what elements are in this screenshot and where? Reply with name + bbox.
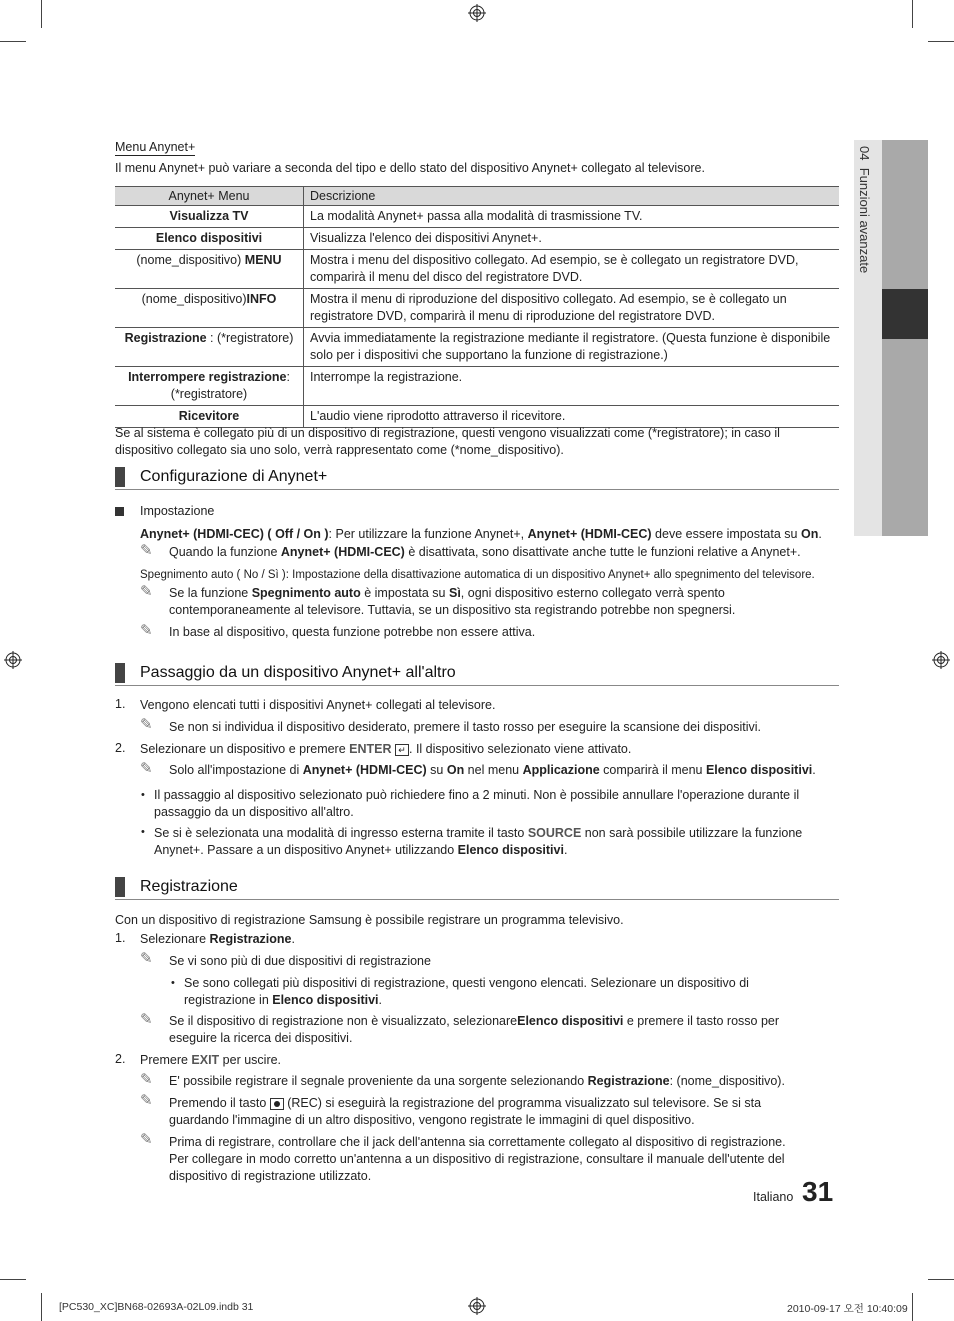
menu-cell — [115, 328, 304, 367]
text: registrazione in — [184, 993, 273, 1007]
registration-mark-icon — [932, 651, 950, 669]
crop-mark — [928, 41, 954, 42]
section-marker — [115, 467, 125, 487]
square-bullet-icon — [115, 507, 124, 516]
text: Solo all'impostazione di — [169, 763, 303, 777]
text: eseguire la ricerca dei dispositivi. — [169, 1031, 353, 1045]
item-title: Impostazione — [140, 504, 215, 518]
menu-key: MENU — [244, 253, 282, 267]
bullet-icon: • — [141, 789, 145, 801]
section-header — [115, 467, 839, 490]
bold-text: Elenco dispositivi — [272, 993, 379, 1007]
note-line: Se non si individua il dispositivo desiderato, premere il tasto rosso per eseguire la scansione dei dispositivi. — [169, 720, 761, 734]
note-line — [169, 1013, 839, 1047]
text: passaggio da un dispositivo all'altro. — [154, 805, 354, 819]
section-title: Passaggio da un dispositivo Anynet+ all'altro — [140, 664, 456, 681]
text: . — [378, 993, 383, 1007]
pencil-note-icon: ✎ — [140, 1092, 153, 1109]
menu-key: Visualizza TV — [169, 209, 249, 223]
header-cell: Descrizione — [304, 187, 840, 206]
side-tab-active — [882, 289, 928, 339]
text: Il passaggio al dispositivo selezionato può richiedere fino a 2 minuti. Non è possibile annullare l'operazione durante il — [154, 788, 800, 802]
setting-line — [140, 526, 840, 543]
text: su — [426, 763, 447, 777]
registration-mark-icon — [468, 4, 486, 22]
desc-cell: Mostra i menu del dispositivo collegato. Ad esempio, se è collegato un registratore DVD, comparirà il menu del disco del registratore DVD. — [304, 250, 840, 289]
menu-key: INFO — [246, 292, 277, 306]
pencil-note-icon: ✎ — [140, 583, 153, 600]
text: Premere — [140, 1053, 192, 1067]
bold-text: SOURCE — [527, 826, 582, 840]
text: deve essere impostata su — [651, 527, 801, 541]
crop-mark — [0, 41, 26, 42]
menu-cell — [115, 250, 304, 289]
table-row — [115, 206, 839, 228]
section-title: Configurazione di Anynet+ — [140, 468, 328, 485]
step-text: Vengono elencati tutti i dispositivi Anynet+ collegati al televisore. — [140, 698, 496, 712]
section-title: Registrazione — [140, 878, 238, 895]
crop-mark — [912, 0, 913, 28]
bold-text: Anynet+ (HDMI-CEC) ( Off / On ) — [140, 527, 329, 541]
chapter-number: 04 — [857, 146, 872, 161]
header-cell: Anynet+ Menu — [115, 187, 304, 206]
text: Selezionare — [140, 932, 210, 946]
chapter-label — [857, 146, 872, 273]
footer-file: [PC530_XC]BN68-02693A-02L09.indb 31 — [59, 1301, 254, 1313]
menu-key-normal: : — [286, 370, 290, 384]
text: contemporaneamente al televisore. Tuttavia, se un dispositivo sta registrando potrebbe non spegnersi. — [169, 603, 736, 617]
menu-key: Ricevitore — [178, 409, 240, 423]
note-line — [169, 762, 869, 779]
text: è impostata su — [360, 586, 449, 600]
registration-mark-icon — [468, 1297, 486, 1315]
text: Se il dispositivo di registrazione non è visualizzato, selezionare — [169, 1014, 518, 1028]
bold-text: ENTER — [349, 742, 392, 756]
step-text — [140, 931, 840, 948]
bold-text: Anynet+ (HDMI-CEC) — [527, 527, 652, 541]
pencil-note-icon: ✎ — [140, 1071, 153, 1088]
bold-text: Registrazione — [209, 932, 292, 946]
step-text — [140, 1052, 840, 1069]
step-text — [140, 741, 840, 758]
intro-text: Il menu Anynet+ può variare a seconda del tipo e dello stato del dispositivo Anynet+ collegato al televisore. — [115, 161, 705, 175]
text: : Impostazione della disattivazione automatica di un dispositivo Anynet+ allo spegnimento del televisore. — [285, 569, 815, 581]
desc-cell: Mostra il menu di riproduzione del dispositivo collegato. Ad esempio, se è collegato un registratore DVD, comparirà il menu di riproduzione del registratore DVD. — [304, 289, 840, 328]
text: Se sono collegati più dispositivi di registrazione, questi vengono elencati. Selezionare un dispositivo di — [184, 976, 749, 990]
bullet-icon: • — [141, 826, 145, 838]
table-header — [115, 187, 839, 206]
bullet-text — [184, 975, 839, 1009]
pencil-note-icon: ✎ — [140, 622, 153, 639]
note-line — [169, 585, 839, 619]
text: è disattivata, sono disattivate anche tutte le funzioni relative a Anynet+. — [404, 545, 801, 559]
crop-mark — [0, 1279, 26, 1280]
text: Se la funzione — [169, 586, 252, 600]
bold-text: Elenco dispositivi — [457, 843, 564, 857]
bold-text: Registrazione — [587, 1074, 670, 1088]
crop-mark — [912, 1293, 913, 1321]
enter-icon: ↵ — [395, 744, 409, 756]
text: Premendo il tasto — [169, 1096, 270, 1110]
text: guardando l'immagine di un altro dispositivo, vengono registrate le immagini di quel dispositivo. — [169, 1113, 695, 1127]
menu-key-normal: (nome_dispositivo) — [141, 292, 247, 306]
desc-cell: La modalità Anynet+ passa alla modalità di trasmissione TV. — [304, 206, 840, 228]
step-number: 2. — [115, 1052, 126, 1066]
section-header — [115, 877, 839, 900]
section-marker — [115, 877, 125, 897]
text: nel menu — [464, 763, 523, 777]
text: Prima di registrare, controllare che il jack dell'antenna sia correttamente collegato al dispositivo di registrazione. — [169, 1135, 786, 1149]
step-number: 2. — [115, 741, 126, 755]
menu-cell — [115, 206, 304, 228]
text: , ogni dispositivo esterno collegato verrà spento — [460, 586, 725, 600]
table-row — [115, 228, 839, 250]
menu-title: Menu Anynet+ — [115, 140, 196, 154]
note-line — [169, 1073, 839, 1090]
menu-cell — [115, 228, 304, 250]
menu-key: Registrazione — [124, 331, 207, 345]
bold-text: On — [446, 763, 465, 777]
crop-mark — [41, 1293, 42, 1321]
text: . — [291, 932, 295, 946]
registration-mark-icon — [4, 651, 22, 669]
menu-cell — [115, 367, 304, 406]
menu-key: Elenco dispositivi — [155, 231, 263, 245]
table-row — [115, 289, 839, 328]
menu-key-normal: : (*registratore) — [206, 331, 294, 345]
text: . — [563, 843, 568, 857]
text: (REC) si eseguirà la registrazione del programma visualizzato sul televisore. Se si sta — [283, 1096, 762, 1110]
menu-key-normal: (*registratore) — [170, 387, 248, 401]
pencil-note-icon: ✎ — [140, 760, 153, 777]
text: e premere il tasto rosso per — [623, 1014, 780, 1028]
note-line — [169, 1134, 839, 1185]
text: Quando la funzione — [169, 545, 281, 559]
text: Anynet+. Passare a un dispositivo Anynet+ utilizzando — [154, 843, 458, 857]
note-line: In base al dispositivo, questa funzione potrebbe non essere attiva. — [169, 625, 536, 639]
text: Se si è selezionata una modalità di ingresso esterna tramite il tasto — [154, 826, 528, 840]
table-row — [115, 328, 839, 367]
footer-timestamp: 2010-09-17 오전 10:40:09 — [787, 1303, 908, 1315]
note-line — [169, 544, 869, 561]
text: . — [818, 527, 822, 541]
text: non sarà possibile utilizzare la funzione — [581, 826, 803, 840]
text: per uscire. — [219, 1053, 282, 1067]
crop-mark — [41, 0, 42, 28]
setting-line — [140, 567, 840, 584]
bullet-text — [154, 787, 839, 821]
desc-cell: L'audio viene riprodotto attraverso il ricevitore. — [304, 406, 840, 428]
bold-text: Sì — [448, 586, 461, 600]
text: : Per utilizzare la funzione Anynet+, — [328, 527, 528, 541]
text: E' possibile registrare il segnale proveniente da una sorgente selezionando — [169, 1074, 588, 1088]
bold-text: Anynet+ (HDMI-CEC) — [302, 763, 427, 777]
table-row — [115, 367, 839, 406]
crop-mark — [928, 1279, 954, 1280]
bold-text: On — [800, 527, 819, 541]
text: dispositivo di registrazione utilizzato. — [169, 1169, 372, 1183]
section-header — [115, 663, 839, 686]
text: Selezionare un dispositivo e premere — [140, 742, 350, 756]
text: . Il dispositivo selezionato viene attivato. — [409, 742, 632, 756]
pencil-note-icon: ✎ — [140, 1131, 153, 1148]
step-number: 1. — [115, 931, 126, 945]
page-number: 31 — [802, 1176, 834, 1207]
step-number: 1. — [115, 697, 126, 711]
section-marker — [115, 663, 125, 683]
after-table-text: Se al sistema è collegato più di un dispositivo di registrazione, questi vengono visualizzati come (*registratore); in caso il dispositivo collegato sia uno solo, verrà rappresentato come (*nome_dispositivo). — [115, 426, 780, 457]
pencil-note-icon: ✎ — [140, 542, 153, 559]
bold-text: Spegnimento auto — [251, 586, 361, 600]
bullet-text — [154, 825, 839, 859]
anynet-menu-table — [115, 186, 839, 428]
pencil-note-icon: ✎ — [140, 950, 153, 967]
desc-cell: Avvia immediatamente la registrazione mediante il registratore. (Questa funzione è disponibile solo per i dispositivi che supportano la funzione di registrazione.) — [304, 328, 840, 367]
text: . — [812, 763, 816, 777]
bullet-icon: • — [171, 977, 175, 989]
desc-cell: Interrompe la registrazione. — [304, 367, 840, 406]
note-line: Se vi sono più di due dispositivi di registrazione — [169, 954, 431, 968]
paragraph: Con un dispositivo di registrazione Samsung è possibile registrare un programma televisivo. — [115, 913, 624, 927]
desc-cell: Visualizza l'elenco dei dispositivi Anynet+. — [304, 228, 840, 250]
text: comparirà il menu — [599, 763, 706, 777]
pencil-note-icon: ✎ — [140, 716, 153, 733]
note-line — [169, 1095, 839, 1129]
chapter-title: Funzioni avanzate — [857, 167, 872, 274]
pencil-note-icon: ✎ — [140, 1011, 153, 1028]
bold-text: EXIT — [191, 1053, 220, 1067]
text: Per collegare in modo corretto un'antenna a un dispositivo di registrazione, consultare il manuale dell'utente del — [169, 1152, 785, 1166]
table-row — [115, 250, 839, 289]
text: Spegnimento auto ( No / Sì ) — [140, 569, 286, 581]
record-button-icon — [270, 1098, 284, 1110]
bold-text: Elenco dispositivi — [705, 763, 813, 777]
menu-key-normal: (nome_dispositivo) — [136, 253, 245, 267]
page-language: Italiano — [753, 1190, 794, 1204]
text: : (nome_dispositivo). — [669, 1074, 785, 1088]
bold-text: Anynet+ (HDMI-CEC) — [280, 545, 405, 559]
menu-cell — [115, 289, 304, 328]
menu-key: Interrompere registrazione — [128, 370, 287, 384]
bold-text: Elenco dispositivi — [517, 1014, 624, 1028]
bold-text: Applicazione — [522, 763, 600, 777]
